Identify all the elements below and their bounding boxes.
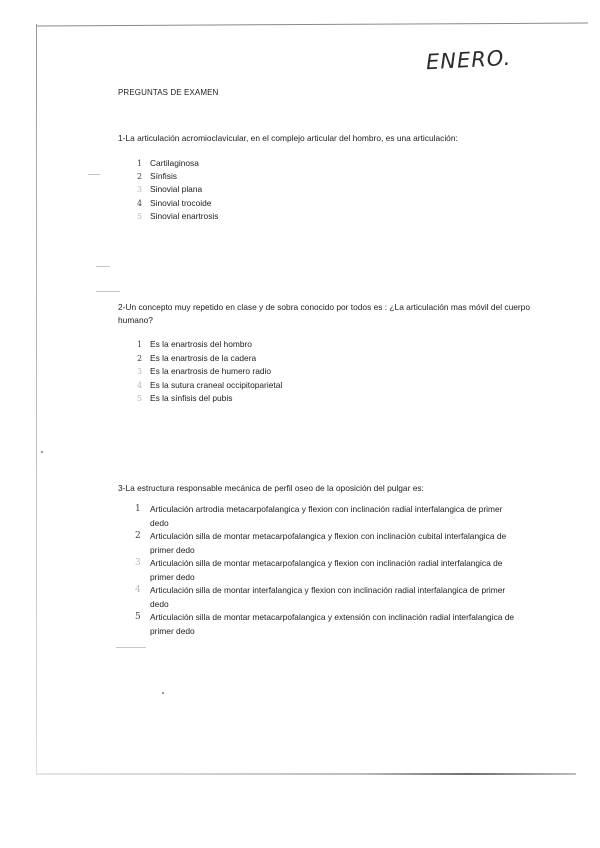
scan-mark (96, 266, 110, 267)
option-item (137, 157, 218, 170)
scan-mark (116, 647, 146, 648)
option-text: Articulación artrodia metacarpofalangica y flexion con inclinación radial interfalangica de primer dedo (150, 504, 503, 528)
option-item (137, 365, 282, 379)
handwritten-annotation: ENERO. (425, 45, 512, 75)
option-item (137, 338, 282, 352)
option-number: 5 (137, 394, 143, 404)
option-text: Articulación silla de montar metacarpofalangica y flexion con inclinación cubital interfalangica de primer dedo (150, 531, 507, 555)
scan-edge-bottom (36, 773, 576, 775)
scan-mark (96, 291, 120, 292)
question-3-options (135, 503, 520, 638)
scan-dot (162, 692, 164, 694)
option-text: Cartilaginosa (150, 158, 199, 168)
page-title: PREGUNTAS DE EXAMEN (118, 88, 219, 97)
option-text: Sinovial enartrosis (150, 210, 219, 221)
option-item (135, 584, 520, 611)
question-2-options (137, 338, 283, 406)
option-number: 4 (135, 585, 141, 595)
option-text: Sinovial trocoide (150, 197, 212, 208)
scan-edge-left (36, 24, 37, 774)
option-text: Articulación silla de montar metacarpofalangica y flexion con inclinación radial interfalangica de primer dedo (150, 558, 503, 582)
option-item (137, 379, 283, 393)
question-1-options (137, 157, 219, 223)
option-text: Articulación silla de montar metacarpofalangica y extensión con inclinación radial interfalangica de primer dedo (150, 612, 515, 636)
option-number: 4 (137, 380, 143, 390)
option-number: 1 (137, 159, 143, 168)
option-number: 4 (137, 198, 143, 208)
option-item (135, 503, 520, 530)
question-3-text: 3-La estructura responsable mecánica de perfil oseo de la oposición del pulgar es: (118, 483, 424, 493)
question-1-text: 1-La articulación acromioclavicular, en el complejo articular del hombro, es una articulación: (118, 133, 458, 143)
option-number: 2 (137, 172, 143, 182)
option-item (137, 210, 219, 223)
option-number: 3 (135, 558, 141, 568)
question-2-text: 2-Un concepto muy repetido en clase y de sobra conocido por todos es : ¿La articulación mas móvil del cuerpo humano? (118, 302, 530, 325)
option-text: Es la enartrosis de la cadera (150, 352, 257, 363)
option-number: 3 (137, 185, 143, 195)
option-item (137, 197, 218, 210)
option-text: Es la enartrosis del hombro (150, 339, 252, 349)
option-item (137, 183, 218, 196)
option-text: Sínfisis (150, 171, 177, 182)
option-item (137, 170, 218, 183)
option-number: 1 (135, 504, 141, 514)
option-item (137, 392, 282, 406)
option-item (135, 530, 520, 557)
option-item (137, 352, 282, 366)
option-text: Es la sutura craneal occipitoparietal (150, 379, 283, 390)
option-number: 2 (135, 531, 141, 541)
option-text: Es la sínfisis del pubis (150, 393, 233, 404)
scan-dot (41, 451, 43, 453)
scan-edge-top (36, 23, 588, 27)
option-number: 2 (137, 353, 143, 363)
option-number: 5 (135, 612, 141, 622)
option-item (135, 611, 520, 638)
option-item (135, 557, 520, 584)
scan-mark (88, 174, 100, 175)
option-text: Es la enartrosis de humero radio (150, 366, 272, 377)
option-number: 1 (137, 340, 143, 349)
option-number: 3 (137, 367, 143, 377)
option-text: Sinovial plana (150, 184, 203, 195)
option-text: Articulación silla de montar interfalangica y flexion con inclinación radial interfalangica de primer dedo (150, 585, 506, 609)
option-number: 5 (137, 211, 143, 221)
